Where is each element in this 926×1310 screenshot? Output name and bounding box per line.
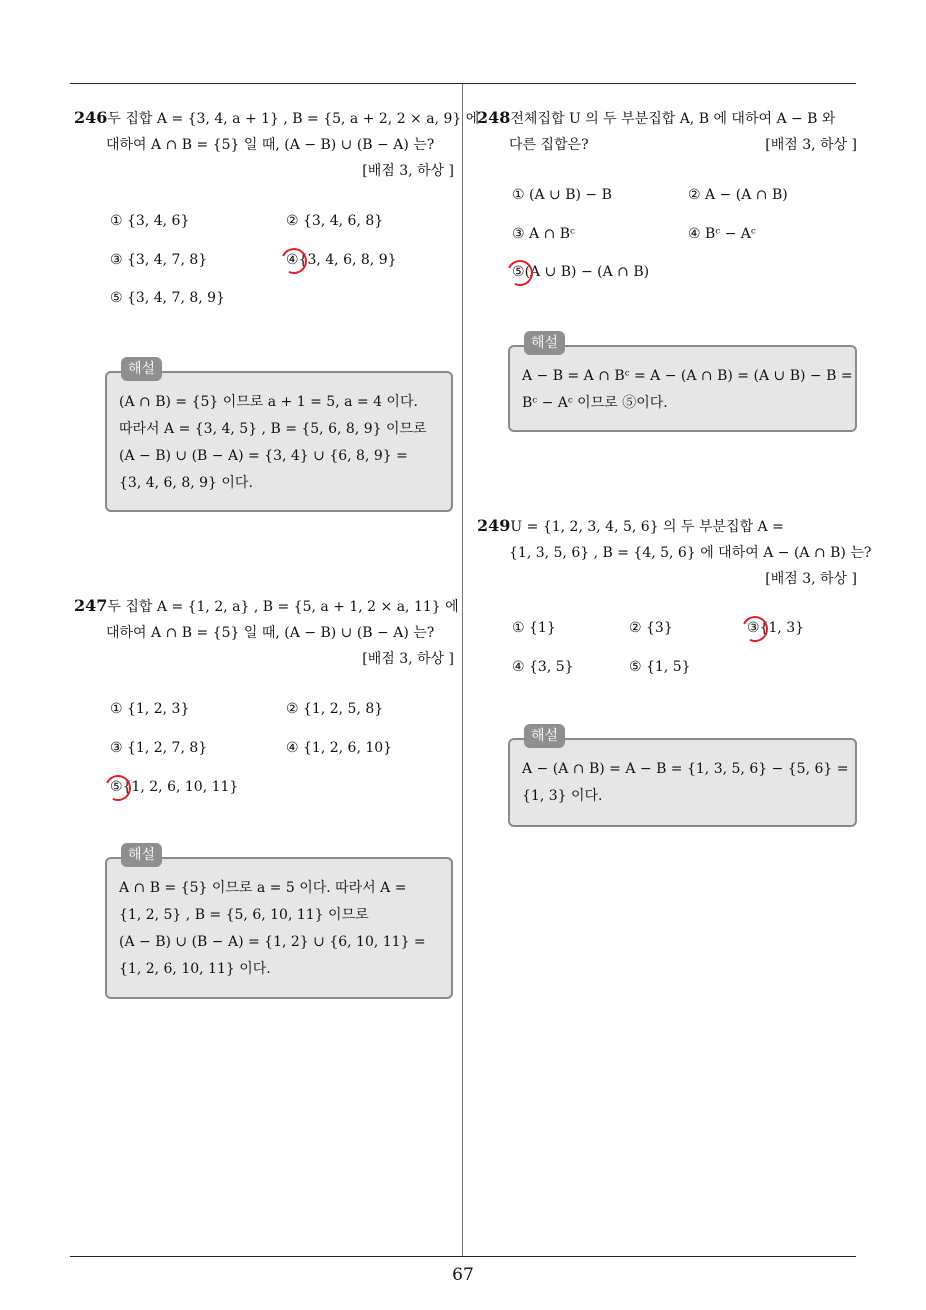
solution-line: Bᶜ − Aᶜ 이므로 ⑤이다.	[522, 395, 668, 411]
choice-2[interactable]: ② {3, 4, 6, 8}	[286, 213, 384, 229]
solution-line: A − B = A ∩ Bᶜ = A − (A ∩ B) = (A ∪ B) − B =	[522, 368, 853, 384]
problem-249	[477, 513, 872, 592]
choice-1[interactable]: ① (A ∪ B) − B	[512, 187, 612, 203]
red-circle-icon	[503, 256, 536, 289]
question-line: 두 집합 A = {3, 4, a + 1} , B = {5, a + 2, 2 × a, 9} 에	[107, 111, 480, 127]
choice-2[interactable]: ② {1, 2, 5, 8}	[286, 701, 384, 717]
choice-5[interactable]: ⑤(A ∪ B) − (A ∩ B)	[512, 264, 649, 280]
answer-mark: ⑤	[110, 779, 123, 795]
question-line: 대하여 A ∩ B = {5} 일 때, (A − B) ∪ (B − A) 는?	[106, 625, 435, 641]
solution-box-246	[105, 361, 453, 512]
choice-1[interactable]: ① {1}	[512, 620, 556, 636]
answer-mark: ④	[286, 252, 299, 268]
header-rule	[70, 83, 856, 84]
solution-tab: 해설	[524, 331, 565, 355]
points-label: [배점 3, 하상 ]	[362, 651, 454, 667]
solution-tab: 해설	[121, 357, 162, 381]
solution-line: A − (A ∩ B) = A − B = {1, 3, 5, 6} − {5, 6} =	[522, 761, 849, 777]
solution-line: A ∩ B = {5} 이므로 a = 5 이다. 따라서 A =	[119, 880, 407, 896]
choice-3[interactable]: ③ {3, 4, 7, 8}	[110, 252, 208, 268]
solution-box-247	[105, 847, 453, 999]
choice-2[interactable]: ② A − (A ∩ B)	[688, 187, 788, 203]
points-label: [배점 3, 하상 ]	[765, 137, 857, 153]
choice-4[interactable]: ④ {1, 2, 6, 10}	[286, 740, 393, 756]
red-circle-icon	[738, 612, 771, 645]
problem-number: 247	[74, 596, 108, 615]
choice-5[interactable]: ⑤ {1, 5}	[629, 659, 691, 675]
question-line: 두 집합 A = {1, 2, a} , B = {5, a + 1, 2 × a, 11} 에	[107, 599, 459, 615]
choice-3[interactable]: ③ {1, 2, 7, 8}	[110, 740, 208, 756]
choice-2[interactable]: ② {3}	[629, 620, 673, 636]
solution-box-249	[508, 728, 857, 827]
choice-4[interactable]: ④ Bᶜ − Aᶜ	[688, 226, 756, 242]
column-divider	[462, 84, 463, 1256]
choice-3[interactable]: ③{1, 3}	[747, 620, 804, 636]
solution-line: (A − B) ∪ (B − A) = {1, 2} ∪ {6, 10, 11} =	[119, 934, 426, 950]
problem-247	[74, 593, 459, 672]
choice-3[interactable]: ③ A ∩ Bᶜ	[512, 226, 575, 242]
solution-line: {1, 3} 이다.	[522, 788, 603, 804]
solution-line: (A − B) ∪ (B − A) = {3, 4} ∪ {6, 8, 9} =	[119, 448, 408, 464]
question-line-with-points: 다른 집합은? [배점 3, 하상 ]	[477, 132, 857, 158]
problem-248	[477, 105, 857, 158]
solution-line: 따라서 A = {3, 4, 5} , B = {5, 6, 8, 9} 이므로	[119, 421, 427, 437]
choice-5[interactable]: ⑤ {3, 4, 7, 8, 9}	[110, 290, 225, 306]
problem-number: 246	[74, 108, 108, 127]
problem-number: 248	[477, 108, 511, 127]
choice-4[interactable]: ④ {3, 5}	[512, 659, 574, 675]
solution-box-248	[508, 335, 857, 432]
answer-mark: ⑤	[512, 264, 525, 280]
question-line: U = {1, 2, 3, 4, 5, 6} 의 두 부분집합 A =	[510, 519, 784, 535]
solution-tab: 해설	[121, 843, 162, 867]
problem-246	[74, 105, 480, 184]
solution-line: {3, 4, 6, 8, 9} 이다.	[119, 475, 253, 491]
choice-5[interactable]: ⑤{1, 2, 6, 10, 11}	[110, 779, 238, 795]
red-circle-icon	[277, 244, 310, 277]
choice-4[interactable]: ④{3, 4, 6, 8, 9}	[286, 252, 397, 268]
choice-1[interactable]: ① {3, 4, 6}	[110, 213, 190, 229]
choice-1[interactable]: ① {1, 2, 3}	[110, 701, 190, 717]
answer-mark: ③	[747, 620, 760, 636]
solution-tab: 해설	[524, 724, 565, 748]
question-line: {1, 3, 5, 6} , B = {4, 5, 6} 에 대하여 A − (A ∩ B) 는?	[509, 545, 872, 561]
problem-number: 249	[477, 516, 511, 535]
red-circle-icon	[101, 771, 134, 804]
question-line: 전체집합 U 의 두 부분집합 A, B 에 대하여 A − B 와	[510, 111, 836, 127]
solution-line: {1, 2, 5} , B = {5, 6, 10, 11} 이므로	[119, 907, 369, 923]
footer-rule	[70, 1256, 856, 1257]
solution-line: {1, 2, 6, 10, 11} 이다.	[119, 961, 271, 977]
page-number: 67	[452, 1265, 474, 1285]
points-label: [배점 3, 하상 ]	[765, 571, 857, 587]
points-label: [배점 3, 하상 ]	[362, 163, 454, 179]
solution-line: (A ∩ B) = {5} 이므로 a + 1 = 5, a = 4 이다.	[119, 394, 418, 410]
question-line: 대하여 A ∩ B = {5} 일 때, (A − B) ∪ (B − A) 는?	[106, 137, 435, 153]
